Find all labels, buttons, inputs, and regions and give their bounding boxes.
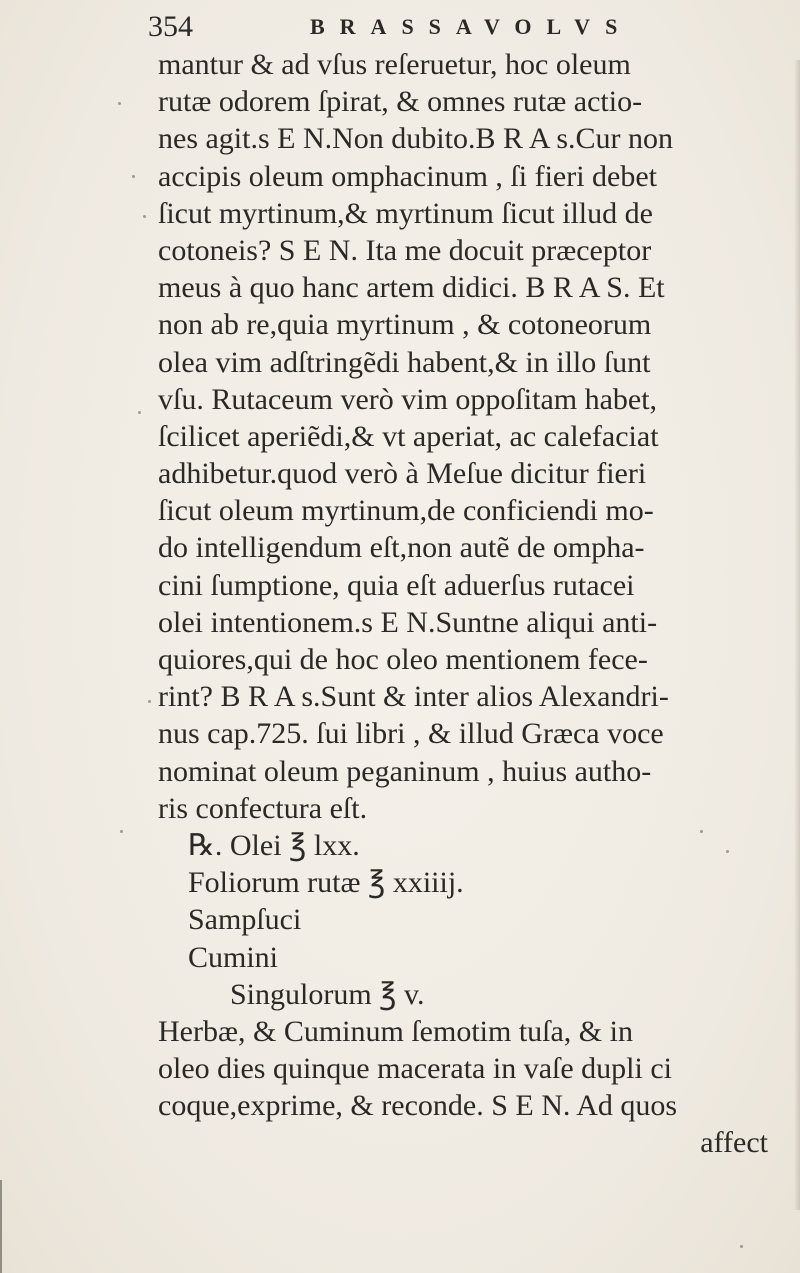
text-line: cini ſumptione, quia eſt aduerſus rutacei bbox=[158, 568, 635, 602]
recipe-line: Cumini bbox=[188, 940, 279, 974]
text-line: meus à quo hanc artem didici. B R A S. Et bbox=[158, 271, 665, 305]
text-line: quiores,qui de hoc oleo mentionem fece- bbox=[158, 643, 648, 676]
recipe-line: ℞. Olei ℥ lxx. bbox=[188, 828, 360, 862]
page-number: 354 bbox=[148, 10, 193, 43]
text-line: ris confectura eſt. bbox=[158, 791, 368, 825]
page-header bbox=[148, 8, 668, 46]
text-line: ſcilicet aperiẽdi,& vt aperiat, ac calefaciat bbox=[158, 419, 659, 453]
paper-speck bbox=[700, 830, 703, 833]
paper-speck bbox=[118, 102, 121, 105]
text-line: accipis oleum omphacinum , ſi fieri debet bbox=[158, 159, 658, 193]
paper-speck bbox=[132, 175, 135, 178]
recipe-line: Sampſuci bbox=[188, 903, 302, 937]
text-line: do intelligendum eſt,non autẽ de ompha- bbox=[158, 531, 645, 565]
paper-speck bbox=[138, 411, 141, 414]
paper-speck bbox=[726, 850, 729, 853]
running-title: BRASSAVOLVS bbox=[310, 14, 633, 39]
text-line: ſicut myrtinum,& myrtinum ſicut illud de bbox=[158, 196, 653, 230]
text-line: rutæ odorem ſpirat, & omnes rutæ actio- bbox=[158, 85, 643, 119]
paper-speck bbox=[143, 215, 146, 218]
paper-speck bbox=[120, 830, 123, 833]
text-line: mantur & ad vſus reſeruetur, hoc oleum bbox=[158, 48, 631, 81]
text-line: rint? B R A s.Sunt & inter alios Alexandri- bbox=[158, 680, 669, 714]
recipe-line: Singulorum ℥ v. bbox=[230, 977, 425, 1011]
text-line: nes agit.s E N.Non dubito.B R A s.Cur non bbox=[158, 122, 674, 156]
paper-speck bbox=[148, 700, 151, 703]
text-line: oleo dies quinque macerata in vaſe dupli ci bbox=[158, 1052, 672, 1086]
text-line: olea vim adſtringẽdi habent,& in illo ſunt bbox=[158, 345, 651, 379]
text-line: non ab re,quia myrtinum , & cotoneorum bbox=[158, 308, 652, 342]
text-line: vſu. Rutaceum verò vim oppoſitam habet, bbox=[158, 382, 658, 416]
page-edge-mark bbox=[0, 1180, 2, 1273]
text-line: Herbæ, & Cuminum ſemotim tuſa, & in bbox=[158, 1014, 633, 1048]
text-line: coque,exprime, & reconde. S E N. Ad quos bbox=[158, 1089, 678, 1123]
text-line: cotoneis? S E N. Ita me docuit præceptor bbox=[158, 233, 652, 267]
text-line: olei intentionem.s E N.Suntne aliqui anti- bbox=[158, 605, 658, 639]
page-fold-shadow bbox=[794, 60, 800, 1210]
catchword: affect bbox=[700, 1126, 768, 1160]
text-line: ſicut oleum myrtinum,de conficiendi mo- bbox=[158, 494, 654, 528]
recipe-line: Foliorum rutæ ℥ xxiiij. bbox=[188, 866, 464, 900]
text-line: nominat oleum peganinum , huius autho- bbox=[158, 754, 652, 788]
text-line: adhibetur.quod verò à Meſue dicitur fieri bbox=[158, 457, 647, 491]
text-block bbox=[158, 46, 778, 1162]
text-line: nus cap.725. ſui libri , & illud Græca voce bbox=[158, 717, 664, 751]
paper-speck bbox=[740, 1245, 743, 1248]
